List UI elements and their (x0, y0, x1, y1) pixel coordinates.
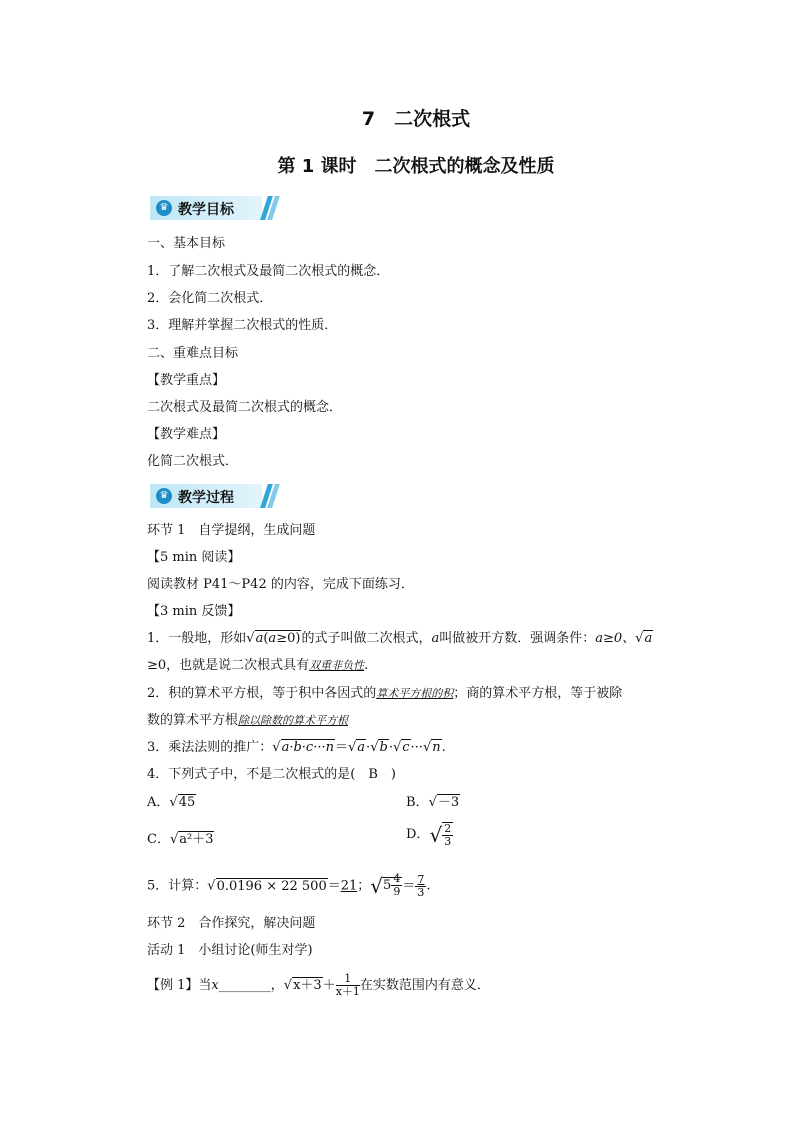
question-5: 5．计算：√0.0196 × 22 500＝21；√5 $\frac{4}{9}$ ＝ $\frac{7}{3}$ . (147, 872, 431, 899)
basic-heading: 一、基本目标 (147, 236, 226, 251)
option-a: A．√45 (147, 795, 196, 810)
question-1-line1: 1．一般地，形如√a(a≥0)的式子叫做二次根式，a叫做被开方数．强调条件：a≥0、√a (147, 631, 653, 646)
goals-banner (150, 196, 274, 220)
lesson-title: 7 二次根式 (361, 108, 471, 130)
step1-heading: 环节 1 自学提纲，生成问题 (147, 523, 316, 538)
feedback-label: 【3 min 反馈】 (147, 604, 241, 619)
goal-item: 1．了解二次根式及最简二次根式的概念． (147, 264, 390, 279)
goal-item: 2．会化简二次根式． (147, 291, 273, 306)
read-text: 阅读教材 P41～P42 的内容，完成下面练习． (147, 577, 414, 592)
focus-label: 【教学重点】 (147, 373, 226, 388)
q1-answer: 双重非负性 (309, 659, 365, 672)
process-banner-label: 教学过程 (178, 490, 234, 506)
option-b: B．√－3 (406, 795, 460, 810)
q2-answer-1: 算术平方根的积 (376, 687, 454, 700)
difficulty-text: 化简二次根式． (147, 454, 239, 469)
question-3: 3．乘法法则的推广：√a·b·c···n＝√a·√b·√c···√n. (147, 740, 446, 755)
goals-banner-label: 教学目标 (178, 202, 234, 218)
read-label: 【5 min 阅读】 (147, 550, 241, 565)
option-d: D．√ $\frac{2}{3}$ (406, 822, 452, 848)
q2-answer-2: 除以除数的算术平方根 (238, 714, 349, 727)
question-2-line1: 2．积的算术平方根，等于积中各因式的算术平方根的积；商的算术平方根，等于被除 (147, 686, 623, 701)
process-banner (150, 484, 274, 508)
focus-text: 二次根式及最简二次根式的概念． (147, 400, 343, 415)
trophy-icon: ♛ (156, 488, 172, 504)
q5-answer: 21 (340, 878, 358, 894)
example-1: 【例 1】当x________，√x＋3＋ $\frac{1}{x+1}$ 在实数范围内有意义． (147, 972, 490, 998)
step2-heading: 环节 2 合作探究，解决问题 (147, 916, 316, 931)
goal-item: 3．理解并掌握二次根式的性质． (147, 318, 338, 333)
trophy-icon: ♛ (156, 200, 172, 216)
difficulty-label: 【教学难点】 (147, 427, 226, 442)
question-1-line2: ≥0，也就是说二次根式具有双重非负性. (147, 658, 369, 673)
key-heading: 二、重难点目标 (147, 346, 239, 361)
activity1-heading: 活动 1 小组讨论(师生对学) (147, 943, 313, 958)
question-2-line2: 数的算术平方根除以除数的算术平方根 (147, 713, 349, 728)
option-c: C．√a²＋3 (147, 832, 214, 847)
question-4: 4．下列式子中，不是二次根式的是( B ) (147, 767, 396, 782)
lesson-subtitle: 第 1 课时 二次根式的概念及性质 (277, 156, 555, 177)
